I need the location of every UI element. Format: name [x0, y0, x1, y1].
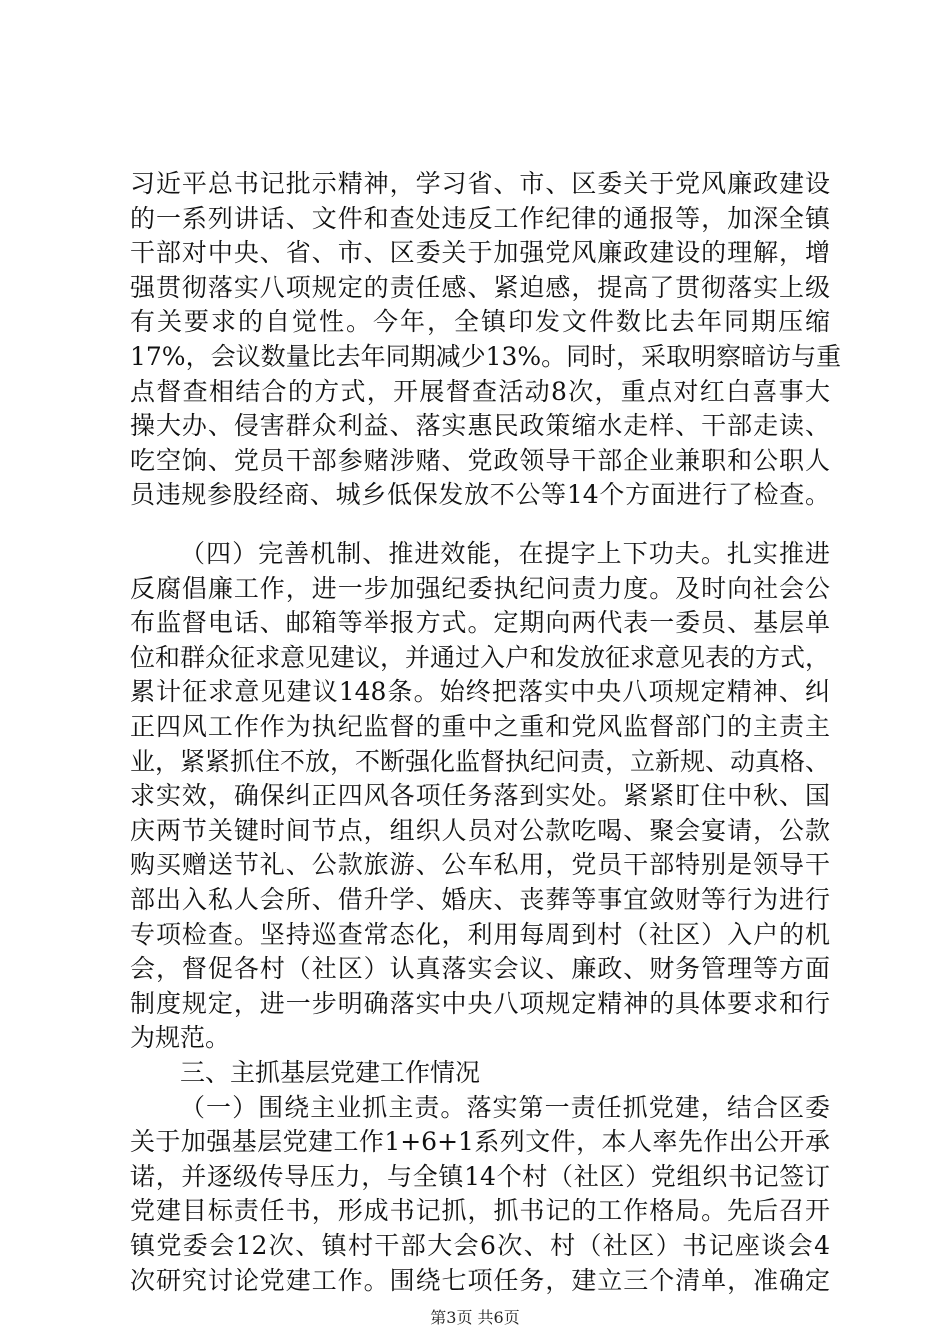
body-text-line: 习近平总书记批示精神，学习省、市、区委关于党风廉政建设 — [130, 169, 830, 198]
body-text-line: 17%，会议数量比去年同期减少13%。同时，采取明察暗访与重 — [130, 342, 842, 371]
body-text-line: （四）完善机制、推进效能，在提字上下功夫。扎实推进 — [180, 539, 830, 568]
body-text-line: 镇党委会12次、镇村干部大会6次、村（社区）书记座谈会4 — [130, 1231, 830, 1260]
body-text-line: 庆两节关键时间节点，组织人员对公款吃喝、聚会宴请，公款 — [130, 816, 830, 845]
body-text-line: 制度规定，进一步明确落实中央八项规定精神的具体要求和行 — [130, 989, 830, 1018]
body-text-line: 党建目标责任书，形成书记抓，抓书记的工作格局。先后召开 — [130, 1196, 830, 1225]
section-heading: 三、主抓基层党建工作情况 — [180, 1058, 481, 1087]
body-text-line: 关于加强基层党建工作1+6+1系列文件，本人率先作出公开承 — [130, 1127, 830, 1156]
page-number-footer: 第3页 共6页 — [430, 1308, 520, 1327]
body-text-line: 求实效，确保纠正四风各项任务落到实处。紧紧盯住中秋、国 — [130, 781, 830, 810]
body-text-line: 专项检查。坚持巡查常态化，利用每周到村（社区）入户的机 — [130, 920, 830, 949]
body-text-line: 有关要求的自觉性。今年，全镇印发文件数比去年同期压缩 — [130, 307, 830, 336]
body-text-line: （一）围绕主业抓主责。落实第一责任抓党建，结合区委 — [180, 1093, 830, 1122]
body-text-line: 布监督电话、邮箱等举报方式。定期向两代表一委员、基层单 — [130, 608, 830, 637]
body-text-line: 次研究讨论党建工作。围绕七项任务，建立三个清单，准确定 — [130, 1266, 830, 1295]
body-text-line: 购买赠送节礼、公款旅游、公车私用，党员干部特别是领导干 — [130, 850, 830, 879]
body-text-line: 的一系列讲话、文件和查处违反工作纪律的通报等，加深全镇 — [130, 204, 830, 233]
body-text-line: 正四风工作作为执纪监督的重中之重和党风监督部门的主责主 — [130, 712, 830, 741]
body-text-line: 吃空饷、党员干部参赌涉赌、党政领导干部企业兼职和公职人 — [130, 446, 830, 475]
body-text-line: 业，紧紧抓住不放，不断强化监督执纪问责，立新规、动真格、 — [130, 747, 831, 776]
body-text-line: 强贯彻落实八项规定的责任感、紧迫感，提高了贯彻落实上级 — [130, 273, 830, 302]
body-text-line: 会，督促各村（社区）认真落实会议、廉政、财务管理等方面 — [130, 954, 830, 983]
body-text-line: 诺，并逐级传导压力，与全镇14个村（社区）党组织书记签订 — [130, 1162, 830, 1191]
body-text-line: 位和群众征求意见建议，并通过入户和发放征求意见表的方式， — [130, 643, 831, 672]
body-text-line: 员违规参股经商、城乡低保发放不公等14个方面进行了检查。 — [130, 480, 830, 509]
body-text-line: 反腐倡廉工作，进一步加强纪委执纪问责力度。及时向社会公 — [130, 574, 830, 603]
body-text-line: 累计征求意见建议148条。始终把落实中央八项规定精神、纠 — [130, 677, 830, 706]
body-text-line: 干部对中央、省、市、区委关于加强党风廉政建设的理解，增 — [130, 238, 830, 267]
body-text-line: 点督查相结合的方式，开展督查活动8次，重点对红白喜事大 — [130, 377, 830, 406]
body-text-line: 为规范。 — [130, 1023, 231, 1052]
body-text-line: 部出入私人会所、借升学、婚庆、丧葬等事宜敛财等行为进行 — [130, 885, 830, 914]
body-text-line: 操大办、侵害群众利益、落实惠民政策缩水走样、干部走读、 — [130, 411, 830, 440]
